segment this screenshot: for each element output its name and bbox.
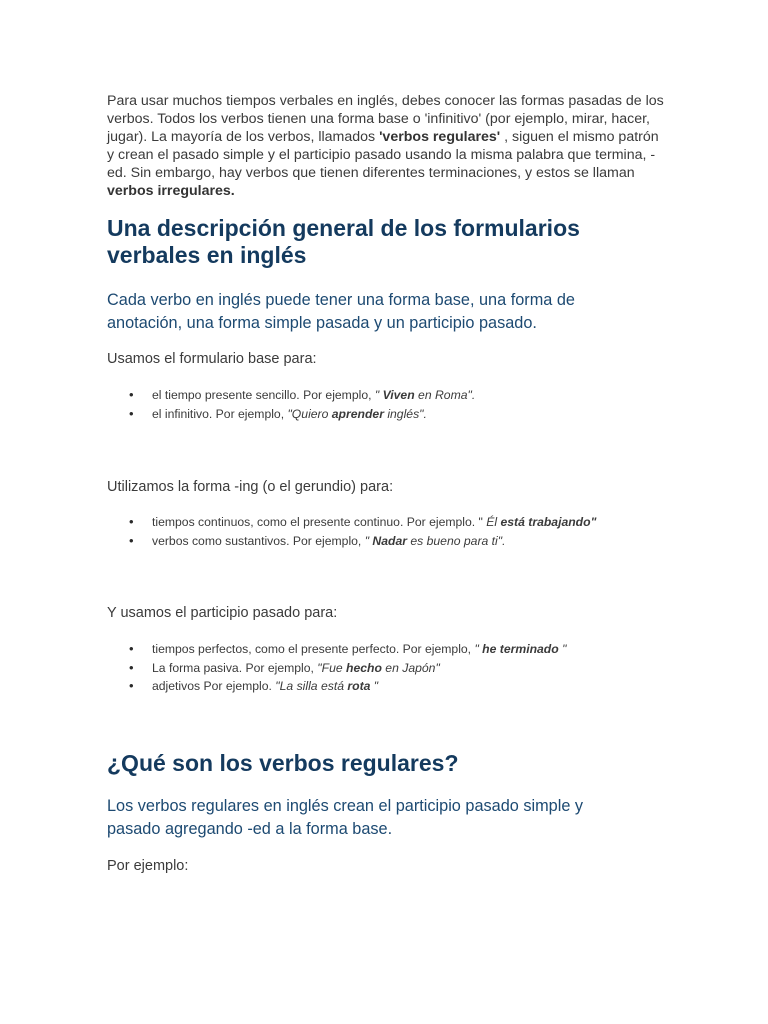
- list-item: [107, 532, 667, 551]
- list-item: [107, 659, 667, 678]
- list-item-text: verbos como sustantivos. Por ejemplo,: [152, 533, 365, 548]
- intro-text-2: , siguen el mismo patrón y crean el pasado simple y el participio pasado usando la misma palabra que termina, -ed. Sin embargo, hay verbos que tienen diferentes terminaciones, y estos se llaman: [107, 129, 659, 181]
- example-text: ": [370, 679, 379, 693]
- section-lead-regular-verbs: Los verbos regulares en inglés crean el participio pasado simple y pasado agregando -ed a la forma base.: [107, 797, 584, 838]
- list-item-example: [365, 534, 506, 548]
- ing-form-intro: Utilizamos la forma -ing (o el gerundio) para:: [107, 479, 394, 495]
- example-intro: Por ejemplo:: [107, 858, 189, 874]
- ing-form-list: [107, 513, 667, 550]
- example-bold: Viven: [382, 388, 415, 402]
- section-lead-overview: Cada verbo en inglés puede tener una forma base, una forma de anotación, una forma simple pasada y un participio pasado.: [107, 291, 575, 332]
- example-bold: está trabajando": [500, 515, 597, 529]
- example-bold: rota: [347, 679, 371, 693]
- past-participle-intro: Y usamos el participio pasado para:: [107, 605, 338, 621]
- example-text: en Japón": [381, 660, 440, 675]
- list-item: [107, 513, 667, 532]
- list-item-example: [287, 407, 426, 421]
- list-item-example: [375, 388, 475, 402]
- list-item-text: tiempos perfectos, como el presente perfecto. Por ejemplo,: [152, 642, 475, 656]
- list-item: [107, 405, 667, 424]
- list-item-text: La forma pasiva. Por ejemplo,: [152, 660, 318, 675]
- example-text: ": [374, 388, 383, 402]
- intro-bold-irregular-verbs: verbos irregulares.: [107, 183, 235, 199]
- list-item-example: [474, 642, 566, 656]
- example-text: ": [558, 642, 567, 656]
- past-participle-list: [107, 640, 667, 696]
- example-text: inglés".: [383, 406, 427, 421]
- section-heading-overview: Una descripción general de los formularios verbales en inglés: [107, 215, 580, 268]
- example-bold: aprender: [331, 406, 384, 421]
- list-item: [107, 386, 667, 405]
- list-item-example: [275, 679, 378, 693]
- section-heading-regular-verbs: ¿Qué son los verbos regulares?: [107, 750, 459, 776]
- example-text: "La silla está: [275, 679, 348, 693]
- list-item-text: tiempos continuos, como el presente continuo. Por ejemplo. ": [152, 515, 487, 529]
- example-text: ": [474, 642, 483, 656]
- intro-paragraph: [107, 92, 667, 200]
- list-item: [107, 640, 667, 659]
- list-item-example: [486, 515, 596, 529]
- example-bold: hecho: [346, 660, 382, 675]
- list-item-text: el infinitivo. Por ejemplo,: [152, 406, 288, 421]
- example-text: en Roma".: [414, 388, 476, 402]
- intro-text-1: Para usar muchos tiempos verbales en inglés, debes conocer las formas pasadas de los verbos. Todos los verbos tienen una forma base o 'infinitivo' (por ejemplo, mirar, hacer, jugar). La mayoría de los verbos, llamados: [107, 93, 664, 145]
- example-bold: Nadar: [372, 533, 407, 548]
- example-text: es bueno para ti".: [406, 533, 506, 548]
- list-item-text: el tiempo presente sencillo. Por ejemplo,: [152, 388, 375, 402]
- example-text: ": [364, 533, 373, 548]
- base-form-intro: Usamos el formulario base para:: [107, 351, 317, 367]
- list-item: [107, 677, 667, 696]
- base-form-list: [107, 386, 667, 423]
- example-text: "Quiero: [287, 406, 332, 421]
- list-item-text: adjetivos Por ejemplo.: [152, 679, 276, 693]
- list-item-example: [317, 661, 439, 675]
- example-text: "Fue: [317, 660, 347, 675]
- example-bold: he terminado: [482, 642, 559, 656]
- example-text: Él: [486, 515, 501, 529]
- intro-bold-regular-verbs: 'verbos regulares': [379, 129, 501, 145]
